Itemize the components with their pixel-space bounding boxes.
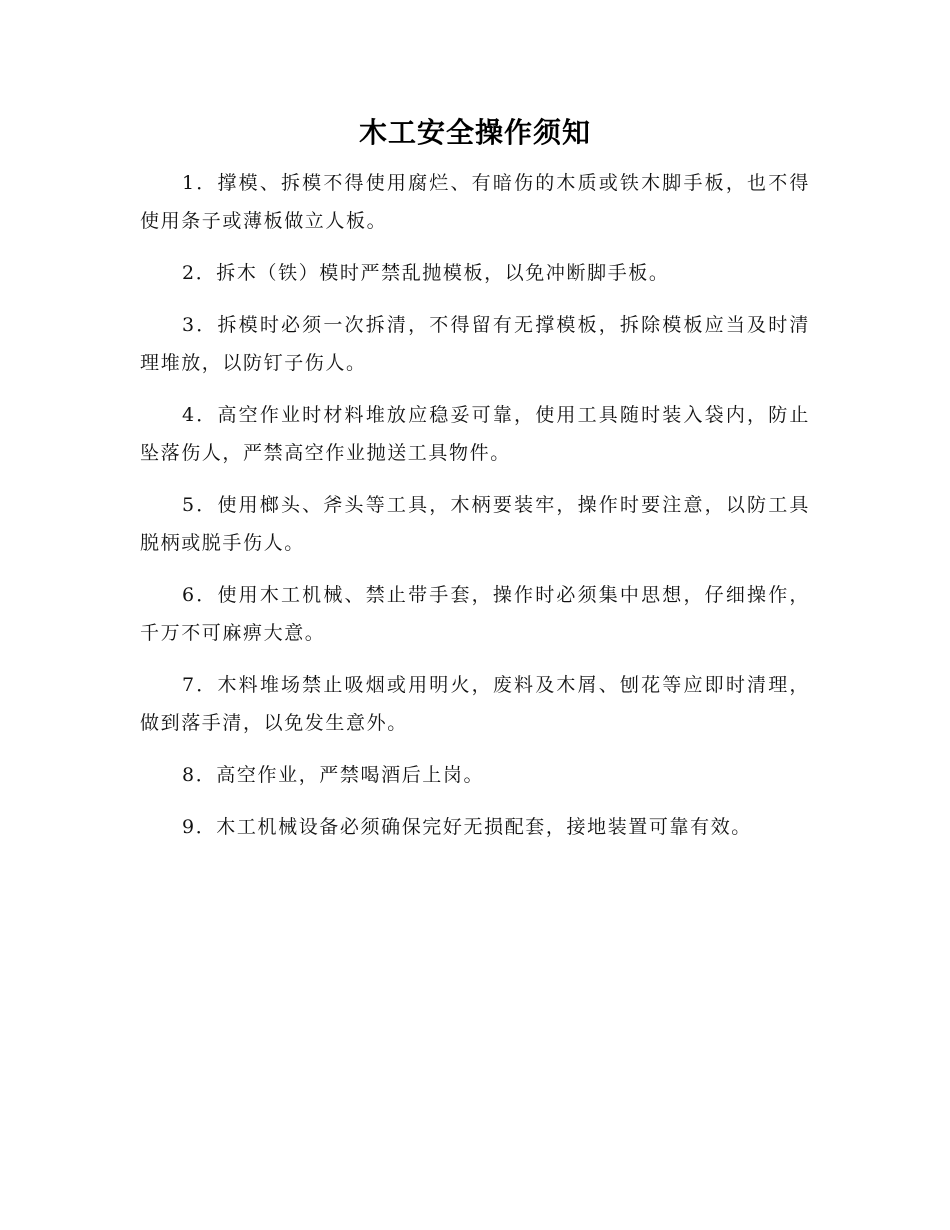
document-title: 木工安全操作须知 <box>358 116 591 149</box>
paragraph-7: 7．木料堆场禁止吸烟或用明火，废料及木屑、刨花等应即时清理，做到落手清，以免发生意外。 <box>140 674 810 734</box>
paragraph-9: 9．木工机械设备必须确保完好无损配套，接地装置可靠有效。 <box>182 816 752 838</box>
paragraph-6: 6．使用木工机械、禁止带手套，操作时必须集中思想，仔细操作，千万不可麻痹大意。 <box>140 584 810 644</box>
paragraph-2: 2．拆木（铁）模时严禁乱抛模板，以免冲断脚手板。 <box>182 262 670 284</box>
paragraph-4: 4．高空作业时材料堆放应稳妥可靠，使用工具随时装入袋内，防止坠落伤人，严禁高空作业抛送工具物件。 <box>140 404 810 464</box>
paragraph-8: 8．高空作业，严禁喝酒后上岗。 <box>182 764 485 786</box>
paragraph-3: 3．拆模时必须一次拆清，不得留有无撑模板，拆除模板应当及时清理堆放，以防钉子伤人。 <box>140 314 810 374</box>
paragraph-1: 1．撑模、拆模不得使用腐烂、有暗伤的木质或铁木脚手板，也不得使用条子或薄板做立人板。 <box>140 172 810 232</box>
document-body <box>140 164 810 860</box>
paragraph-5: 5．使用榔头、斧头等工具，木柄要装牢，操作时要注意，以防工具脱柄或脱手伤人。 <box>140 494 810 554</box>
